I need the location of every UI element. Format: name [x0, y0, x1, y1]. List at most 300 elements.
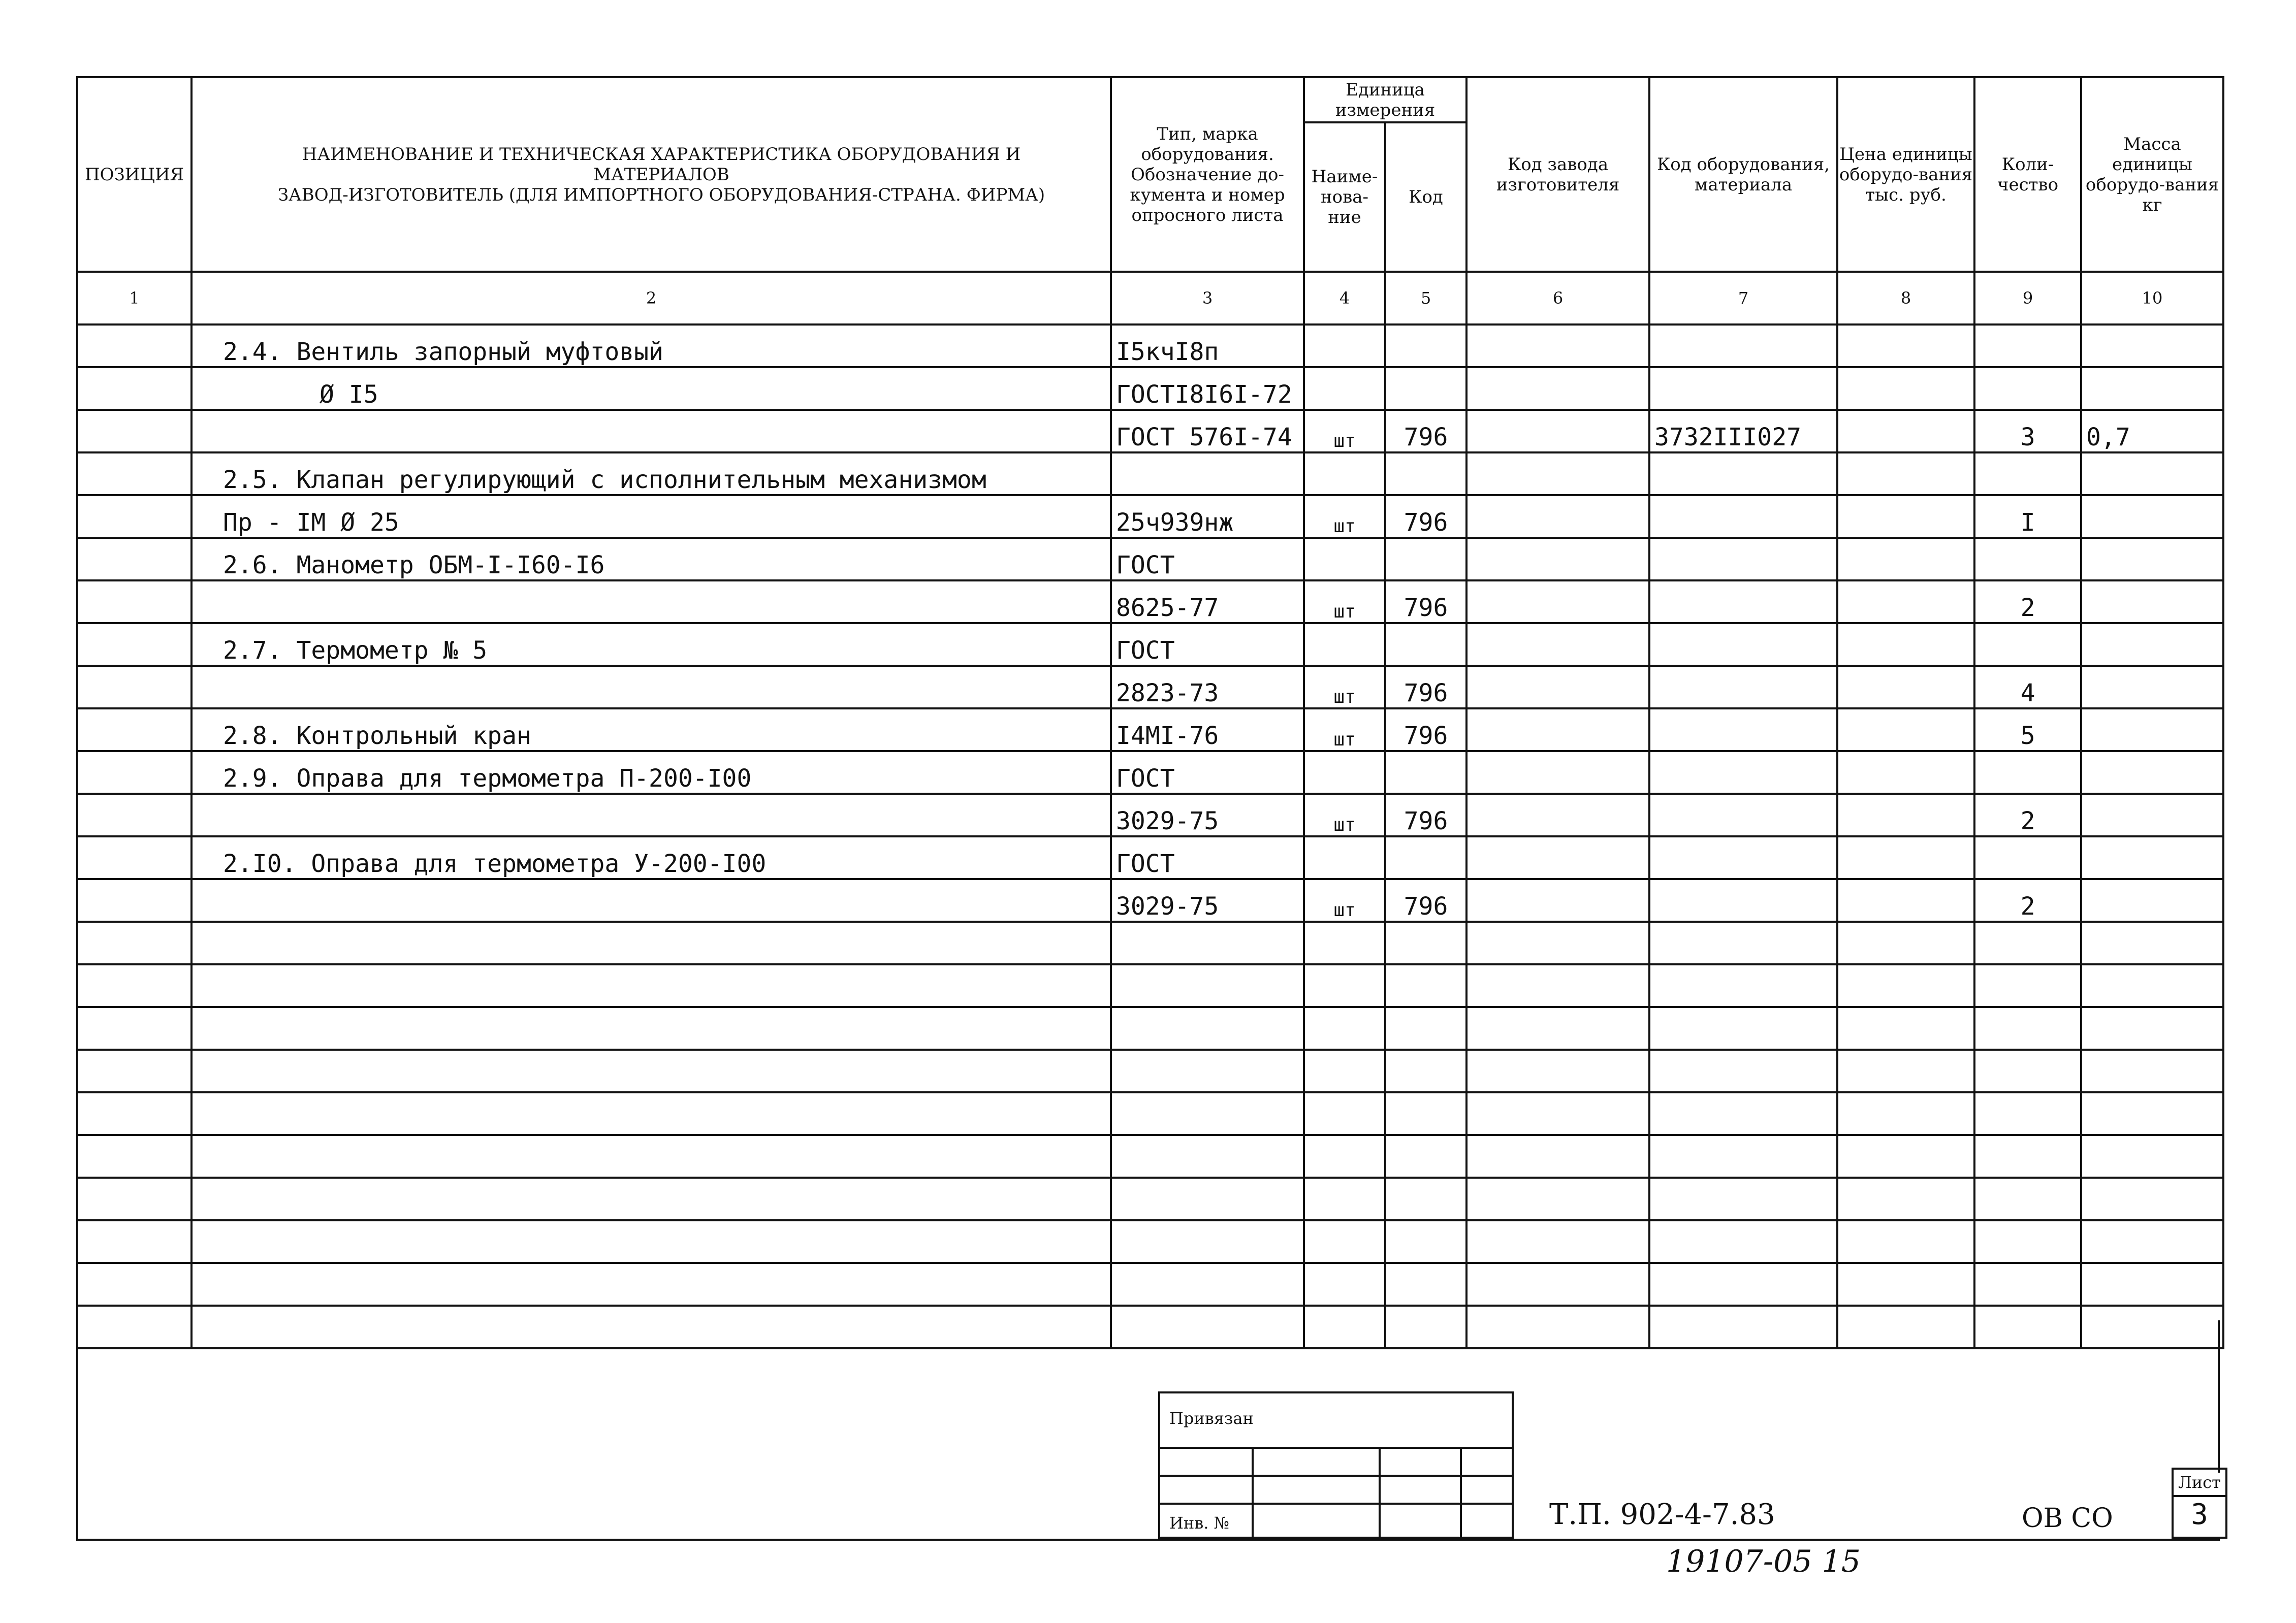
- cell-empty: [1974, 1306, 2081, 1348]
- table-row: [77, 623, 2223, 666]
- cell-empty: [1974, 964, 2081, 1007]
- cell-qty: [1974, 836, 2081, 879]
- cell-empty: [1649, 1092, 1837, 1135]
- cell-mass: [2081, 623, 2223, 666]
- header-price: Цена единицы оборудо-вания тыс. руб.: [1837, 77, 1974, 272]
- cell-empty: [1974, 1050, 2081, 1092]
- col-number: 1: [77, 272, 192, 324]
- cell-empty: [192, 922, 1111, 964]
- cell-name: 2.8. Контрольный кран: [192, 708, 1111, 751]
- cell-empty: [77, 922, 192, 964]
- cell-empty: [1466, 1263, 1649, 1306]
- cell-empty: [1466, 580, 1649, 623]
- cell-empty: [77, 367, 192, 410]
- cell-qty: 5: [1974, 708, 2081, 751]
- cell-empty: [1649, 1178, 1837, 1220]
- stamp-line: [1460, 1447, 1462, 1539]
- cell-empty: [1385, 1178, 1466, 1220]
- cell-unit: [1304, 367, 1385, 410]
- empty-row: [77, 964, 2223, 1007]
- cell-empty: [77, 452, 192, 495]
- cell-mass: [2081, 495, 2223, 538]
- cell-empty: [1304, 1050, 1385, 1092]
- cell-empty: [1466, 495, 1649, 538]
- cell-empty: [1466, 1306, 1649, 1348]
- cell-type: [1111, 452, 1304, 495]
- cell-unit: шт: [1304, 666, 1385, 708]
- cell-empty: [1304, 922, 1385, 964]
- cell-name: Ø I5: [192, 367, 1111, 410]
- header-factory-code: Код завода изготовителя: [1466, 77, 1649, 272]
- table-row: [77, 794, 2223, 836]
- cell-empty: [1466, 1007, 1649, 1050]
- cell-empty: [77, 410, 192, 452]
- cell-type: I5кчI8п: [1111, 324, 1304, 367]
- cell-name: 2.9. Оправа для термометра П-200-I00: [192, 751, 1111, 794]
- table-row: [77, 580, 2223, 623]
- stamp-line: [1252, 1447, 1254, 1539]
- cell-name: [192, 666, 1111, 708]
- cell-empty: [192, 1306, 1111, 1348]
- cell-code: 796: [1385, 708, 1466, 751]
- col-number: 6: [1466, 272, 1649, 324]
- cell-empty: [1837, 1050, 1974, 1092]
- cell-name: 2.6. Манометр ОБМ-I-I60-I6: [192, 538, 1111, 580]
- frame-line: [2218, 1320, 2220, 1473]
- cell-code: 796: [1385, 794, 1466, 836]
- cell-empty: [77, 1050, 192, 1092]
- cell-name: 2.5. Клапан регулирующий с исполнительным механизмом: [192, 452, 1111, 495]
- cell-empty: [1385, 1263, 1466, 1306]
- cell-mass: [2081, 452, 2223, 495]
- header-unit: Единица измерения: [1304, 77, 1466, 122]
- cell-empty: [1837, 1263, 1974, 1306]
- cell-empty: [1385, 1220, 1466, 1263]
- cell-unit: [1304, 452, 1385, 495]
- cell-empty: [1837, 794, 1974, 836]
- col-number: 9: [1974, 272, 2081, 324]
- cell-code: 796: [1385, 580, 1466, 623]
- empty-row: [77, 1306, 2223, 1348]
- cell-empty: [77, 1306, 192, 1348]
- cell-type: 3029-75: [1111, 794, 1304, 836]
- cell-empty: [1974, 1092, 2081, 1135]
- col-number: 4: [1304, 272, 1385, 324]
- table-row: [77, 836, 2223, 879]
- empty-row: [77, 1050, 2223, 1092]
- cell-equip: [1649, 580, 1837, 623]
- cell-qty: [1974, 751, 2081, 794]
- cell-empty: [1466, 964, 1649, 1007]
- cell-empty: [77, 666, 192, 708]
- cell-qty: [1974, 538, 2081, 580]
- cell-qty: I: [1974, 495, 2081, 538]
- cell-qty: 2: [1974, 794, 2081, 836]
- table-row: [77, 410, 2223, 452]
- cell-name: [192, 410, 1111, 452]
- header-position: ПОЗИЦИЯ: [77, 77, 192, 272]
- cell-empty: [2081, 1306, 2223, 1348]
- cell-qty: [1974, 324, 2081, 367]
- cell-empty: [1111, 1178, 1304, 1220]
- cell-empty: [2081, 922, 2223, 964]
- cell-empty: [1837, 1178, 1974, 1220]
- cell-empty: [1649, 1050, 1837, 1092]
- header-mass: Масса единицы оборудо-вания кг: [2081, 77, 2223, 272]
- cell-qty: 3: [1974, 410, 2081, 452]
- cell-empty: [1111, 1306, 1304, 1348]
- cell-empty: [1466, 1135, 1649, 1178]
- cell-unit: шт: [1304, 879, 1385, 922]
- cell-empty: [1837, 367, 1974, 410]
- cell-empty: [1304, 1263, 1385, 1306]
- cell-empty: [2081, 1007, 2223, 1050]
- cell-empty: [1837, 1092, 1974, 1135]
- cell-empty: [1304, 1220, 1385, 1263]
- cell-code: 796: [1385, 495, 1466, 538]
- cell-empty: [1837, 538, 1974, 580]
- stamp-inventory-label: Инв. №: [1169, 1513, 1229, 1533]
- cell-empty: [1974, 922, 2081, 964]
- table-row: [77, 708, 2223, 751]
- cell-qty: [1974, 367, 2081, 410]
- cell-empty: [77, 708, 192, 751]
- cell-mass: [2081, 794, 2223, 836]
- table-row: [77, 666, 2223, 708]
- cell-type: ГОСТ: [1111, 623, 1304, 666]
- cell-empty: [192, 1263, 1111, 1306]
- cell-empty: [1466, 708, 1649, 751]
- cell-empty: [1385, 1135, 1466, 1178]
- cell-type: 25ч939нж: [1111, 495, 1304, 538]
- cell-empty: [192, 1220, 1111, 1263]
- cell-unit: [1304, 836, 1385, 879]
- frame-line: [76, 1539, 2220, 1541]
- cell-unit: [1304, 324, 1385, 367]
- cell-name: Пр - IМ Ø 25: [192, 495, 1111, 538]
- cell-empty: [1466, 410, 1649, 452]
- cell-equip: [1649, 538, 1837, 580]
- cell-empty: [1837, 922, 1974, 964]
- cell-empty: [1466, 922, 1649, 964]
- cell-empty: [2081, 1092, 2223, 1135]
- cell-type: I4МI-76: [1111, 708, 1304, 751]
- cell-empty: [1111, 922, 1304, 964]
- cell-empty: [192, 1007, 1111, 1050]
- table-row: [77, 324, 2223, 367]
- cell-equip: [1649, 708, 1837, 751]
- cell-empty: [1466, 1220, 1649, 1263]
- cell-empty: [1111, 964, 1304, 1007]
- cell-empty: [77, 324, 192, 367]
- cell-empty: [1837, 836, 1974, 879]
- cell-empty: [1466, 538, 1649, 580]
- cell-empty: [1649, 1220, 1837, 1263]
- col-number: 8: [1837, 272, 1974, 324]
- cell-empty: [77, 580, 192, 623]
- cell-empty: [77, 1007, 192, 1050]
- cell-empty: [1466, 623, 1649, 666]
- cell-code: [1385, 324, 1466, 367]
- cell-empty: [1974, 1263, 2081, 1306]
- cell-unit: [1304, 623, 1385, 666]
- empty-row: [77, 922, 2223, 964]
- cell-qty: 2: [1974, 879, 2081, 922]
- cell-code: [1385, 538, 1466, 580]
- cell-empty: [77, 1220, 192, 1263]
- cell-name: 2.I0. Оправа для термометра У-200-I00: [192, 836, 1111, 879]
- empty-row: [77, 1135, 2223, 1178]
- cell-empty: [1837, 879, 1974, 922]
- cell-equip: [1649, 495, 1837, 538]
- cell-unit: шт: [1304, 794, 1385, 836]
- cell-empty: [1837, 580, 1974, 623]
- col-number: 10: [2081, 272, 2223, 324]
- cell-empty: [1649, 1135, 1837, 1178]
- cell-type: 2823-73: [1111, 666, 1304, 708]
- cell-empty: [192, 1135, 1111, 1178]
- header-unit-name: Наиме-нова-ние: [1304, 122, 1385, 272]
- empty-row: [77, 1263, 2223, 1306]
- cell-empty: [77, 836, 192, 879]
- cell-empty: [1385, 1092, 1466, 1135]
- table-row: [77, 452, 2223, 495]
- cell-unit: шт: [1304, 410, 1385, 452]
- cell-empty: [77, 794, 192, 836]
- cell-empty: [1385, 922, 1466, 964]
- cell-code: [1385, 836, 1466, 879]
- empty-row: [77, 1220, 2223, 1263]
- cell-empty: [1385, 1007, 1466, 1050]
- cell-name: [192, 794, 1111, 836]
- cell-empty: [77, 1135, 192, 1178]
- table-row: [77, 367, 2223, 410]
- cell-empty: [1649, 1263, 1837, 1306]
- cell-unit: [1304, 538, 1385, 580]
- header-quantity: Коли-чество: [1974, 77, 2081, 272]
- cell-empty: [1974, 1220, 2081, 1263]
- cell-mass: [2081, 580, 2223, 623]
- cell-empty: [1466, 666, 1649, 708]
- cell-empty: [1466, 452, 1649, 495]
- cell-mass: 0,7: [2081, 410, 2223, 452]
- cell-empty: [77, 538, 192, 580]
- table-row: [77, 538, 2223, 580]
- cell-empty: [2081, 1178, 2223, 1220]
- cell-empty: [1837, 666, 1974, 708]
- cell-equip: [1649, 751, 1837, 794]
- cell-equip: [1649, 836, 1837, 879]
- cell-type: ГОСТ: [1111, 751, 1304, 794]
- sheet-number-box: [2172, 1468, 2227, 1539]
- table-row: [77, 751, 2223, 794]
- cell-empty: [1837, 751, 1974, 794]
- cell-empty: [1466, 324, 1649, 367]
- cell-equip: [1649, 324, 1837, 367]
- empty-row: [77, 1007, 2223, 1050]
- cell-empty: [77, 623, 192, 666]
- cell-mass: [2081, 367, 2223, 410]
- cell-qty: 4: [1974, 666, 2081, 708]
- cell-equip: [1649, 452, 1837, 495]
- cell-empty: [1837, 495, 1974, 538]
- header-name: НАИМЕНОВАНИЕ И ТЕХНИЧЕСКАЯ ХАРАКТЕРИСТИКА ОБОРУДОВАНИЯ И МАТЕРИАЛОВ ЗАВОД-ИЗГОТОВИТЕЛЬ (ДЛЯ ИМПОРТНОГО ОБОРУДОВАНИЯ-СТРАНА. ФИРМА): [192, 77, 1111, 272]
- cell-empty: [192, 1050, 1111, 1092]
- cell-empty: [1466, 836, 1649, 879]
- cell-empty: [1304, 1092, 1385, 1135]
- col-number: 2: [192, 272, 1111, 324]
- cell-unit: шт: [1304, 708, 1385, 751]
- cell-empty: [192, 1092, 1111, 1135]
- cell-empty: [1466, 1050, 1649, 1092]
- cell-empty: [1111, 1263, 1304, 1306]
- cell-empty: [2081, 1135, 2223, 1178]
- cell-code: [1385, 623, 1466, 666]
- cell-code: [1385, 751, 1466, 794]
- cell-mass: [2081, 324, 2223, 367]
- empty-row: [77, 1178, 2223, 1220]
- cell-empty: [77, 495, 192, 538]
- cell-empty: [1466, 1178, 1649, 1220]
- cell-empty: [1304, 1178, 1385, 1220]
- stamp-line: [1379, 1447, 1381, 1539]
- header-equipment-code: Код оборудования, материала: [1649, 77, 1837, 272]
- cell-empty: [77, 1263, 192, 1306]
- cell-name: 2.7. Термометр № 5: [192, 623, 1111, 666]
- cell-qty: [1974, 452, 2081, 495]
- header-type: Тип, марка оборудования. Обозначение до-кумента и номер опросного листа: [1111, 77, 1304, 272]
- cell-empty: [1837, 964, 1974, 1007]
- cell-empty: [77, 1092, 192, 1135]
- specification-table: [76, 76, 2224, 1349]
- cell-empty: [1385, 1050, 1466, 1092]
- cell-code: 796: [1385, 879, 1466, 922]
- cell-empty: [2081, 1050, 2223, 1092]
- cell-empty: [1837, 1306, 1974, 1348]
- cell-qty: [1974, 623, 2081, 666]
- cell-empty: [1111, 1135, 1304, 1178]
- cell-empty: [1837, 324, 1974, 367]
- cell-empty: [192, 1178, 1111, 1220]
- document-number: Т.П. 902-4-7.83: [1549, 1498, 1775, 1531]
- cell-empty: [1111, 1050, 1304, 1092]
- cell-empty: [1466, 1092, 1649, 1135]
- cell-mass: [2081, 666, 2223, 708]
- cell-empty: [1649, 1306, 1837, 1348]
- cell-empty: [1304, 1007, 1385, 1050]
- cell-code: 796: [1385, 410, 1466, 452]
- cell-qty: 2: [1974, 580, 2081, 623]
- cell-mass: [2081, 708, 2223, 751]
- cell-empty: [1649, 1007, 1837, 1050]
- cell-mass: [2081, 751, 2223, 794]
- cell-equip: [1649, 367, 1837, 410]
- cell-mass: [2081, 879, 2223, 922]
- cell-empty: [1837, 708, 1974, 751]
- cell-empty: [2081, 964, 2223, 1007]
- cell-mass: [2081, 538, 2223, 580]
- cell-unit: шт: [1304, 495, 1385, 538]
- handwritten-number: 19107-05 15: [1666, 1544, 1861, 1579]
- cell-empty: [1466, 794, 1649, 836]
- cell-unit: [1304, 751, 1385, 794]
- cell-empty: [1304, 1135, 1385, 1178]
- cell-empty: [2081, 1220, 2223, 1263]
- table-row: [77, 495, 2223, 538]
- cell-mass: [2081, 836, 2223, 879]
- cell-name: [192, 580, 1111, 623]
- cell-equip: [1649, 623, 1837, 666]
- col-number: 5: [1385, 272, 1466, 324]
- cell-empty: [77, 751, 192, 794]
- cell-empty: [1974, 1007, 2081, 1050]
- cell-empty: [1385, 964, 1466, 1007]
- cell-empty: [192, 964, 1111, 1007]
- cell-empty: [77, 1178, 192, 1220]
- cell-empty: [1974, 1178, 2081, 1220]
- cell-code: [1385, 452, 1466, 495]
- sheet-label: Лист: [2174, 1470, 2225, 1497]
- cell-empty: [1837, 1135, 1974, 1178]
- frame-line: [76, 1320, 78, 1541]
- col-number: 3: [1111, 272, 1304, 324]
- cell-empty: [1466, 367, 1649, 410]
- cell-type: ГОСТ 576I-74: [1111, 410, 1304, 452]
- cell-empty: [1466, 879, 1649, 922]
- cell-empty: [1837, 1007, 1974, 1050]
- sheet-number: 3: [2191, 1498, 2208, 1531]
- cell-empty: [1304, 1306, 1385, 1348]
- cell-empty: [1649, 964, 1837, 1007]
- cell-empty: [1837, 410, 1974, 452]
- cell-type: ГОСТI8I6I-72: [1111, 367, 1304, 410]
- col-number: 7: [1649, 272, 1837, 324]
- cell-empty: [1466, 751, 1649, 794]
- cell-equip: 3732III027: [1649, 410, 1837, 452]
- cell-empty: [1837, 1220, 1974, 1263]
- approval-stamp: [1158, 1391, 1514, 1539]
- cell-empty: [1649, 922, 1837, 964]
- cell-name: 2.4. Вентиль запорный муфтовый: [192, 324, 1111, 367]
- cell-type: 3029-75: [1111, 879, 1304, 922]
- cell-empty: [1974, 1135, 2081, 1178]
- cell-empty: [1385, 1306, 1466, 1348]
- table-row: [77, 879, 2223, 922]
- cell-empty: [77, 964, 192, 1007]
- cell-empty: [1111, 1007, 1304, 1050]
- cell-equip: [1649, 879, 1837, 922]
- stamp-attached-label: Привязан: [1169, 1409, 1254, 1428]
- header-unit-code: Код: [1385, 122, 1466, 272]
- cell-unit: шт: [1304, 580, 1385, 623]
- cell-code: [1385, 367, 1466, 410]
- cell-type: ГОСТ: [1111, 538, 1304, 580]
- cell-equip: [1649, 666, 1837, 708]
- cell-empty: [1304, 964, 1385, 1007]
- cell-type: ГОСТ: [1111, 836, 1304, 879]
- cell-empty: [2081, 1263, 2223, 1306]
- cell-empty: [1111, 1220, 1304, 1263]
- document-code: ОВ СО: [2022, 1503, 2113, 1534]
- cell-name: [192, 879, 1111, 922]
- cell-empty: [1837, 452, 1974, 495]
- drawing-sheet: [76, 76, 2220, 1539]
- cell-empty: [1837, 623, 1974, 666]
- cell-equip: [1649, 794, 1837, 836]
- cell-code: 796: [1385, 666, 1466, 708]
- cell-empty: [1111, 1092, 1304, 1135]
- cell-type: 8625-77: [1111, 580, 1304, 623]
